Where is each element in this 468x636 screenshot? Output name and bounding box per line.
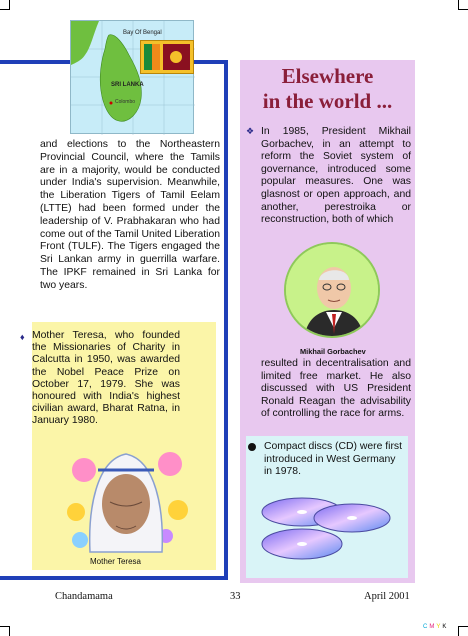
ltte-paragraph: and elections to the Northeastern Provincial Council, where the Tamils are in a majority, would be conducted under India's supervision. Meanwhile, the Liberation Tigers of Tamil Eelam (LTTE) had been formed under the leadership of V. Prabhakaran who had come out of the Tamil United Liberation Front (TULF). The Tigers engaged the Sri Lankan army in guerrilla warfare. The IPKF remained in Sri Lanka for two years. [40,139,221,291]
footer-issue-date: April 2001 [364,591,410,602]
ornament-bullet-icon: ❖ [246,126,255,136]
round-bullet-icon [248,443,256,451]
crop-mark-bottom-left [0,626,10,636]
colombo-label: Colombo [115,99,136,105]
title-line-2: in the world ... [262,89,393,113]
footer-magazine-name: Chandamama [55,591,113,602]
diamond-bullet-icon: ♦ [20,332,25,342]
sri-lanka-map [70,20,194,134]
cmyk-color-marks [423,624,448,630]
gorbachev-portrait-graphic [286,244,380,338]
frame-border-bottom [0,576,228,580]
crop-mark-bottom-right [458,626,468,636]
mother-teresa-text: Mother Teresa, who founded the Missionaries of Charity in Calcutta in 1950, was awarded the Nobel Peace Prize on October 17, 1979. She was honoured with India's highest civilian award, Bharat Ratna, in January 1980. [32,330,180,427]
cmyk-k: K [442,624,449,630]
mother-teresa-photo [62,440,188,558]
gorbachev-text-part1: In 1985, President Mikhail Gorbachev, in an attempt to reform the Soviet system of governance, introduced some popular measures. One was glasnost or open approach, and another, perestroika or reconstruction, both of which [261,126,411,226]
gorbachev-text-part2: resulted in decentralisation and limited free market. He also discussed with US President Ronald Reagan the advisability of controlling the race for arms. [261,358,411,420]
map-graphic [71,21,195,135]
compact-discs-illustration [258,490,394,570]
elsewhere-title [240,64,415,114]
frame-border-right [224,60,228,580]
footer-page-number: 33 [230,591,241,602]
sri-lanka-flag [140,40,194,74]
crop-mark-top-left [0,0,10,10]
gorbachev-portrait [284,242,380,338]
flag-graphic [141,41,193,73]
compact-disc-text: Compact discs (CD) were first introduced in West Germany in 1978. [264,441,402,478]
cmyk-c: C [423,624,430,630]
bay-of-bengal-label: Bay Of Bengal [123,30,162,36]
title-line-1: Elsewhere [281,64,374,88]
cd-graphic [258,490,394,570]
mother-teresa-caption: Mother Teresa [90,557,141,566]
crop-mark-top-right [458,0,468,10]
cmyk-y: Y [436,624,443,630]
teresa-portrait-graphic [62,440,188,558]
sri-lanka-label: SRI LANKA [111,82,144,88]
gorbachev-caption: Mikhail Gorbachev [300,347,366,356]
cmyk-m: M [429,624,437,630]
